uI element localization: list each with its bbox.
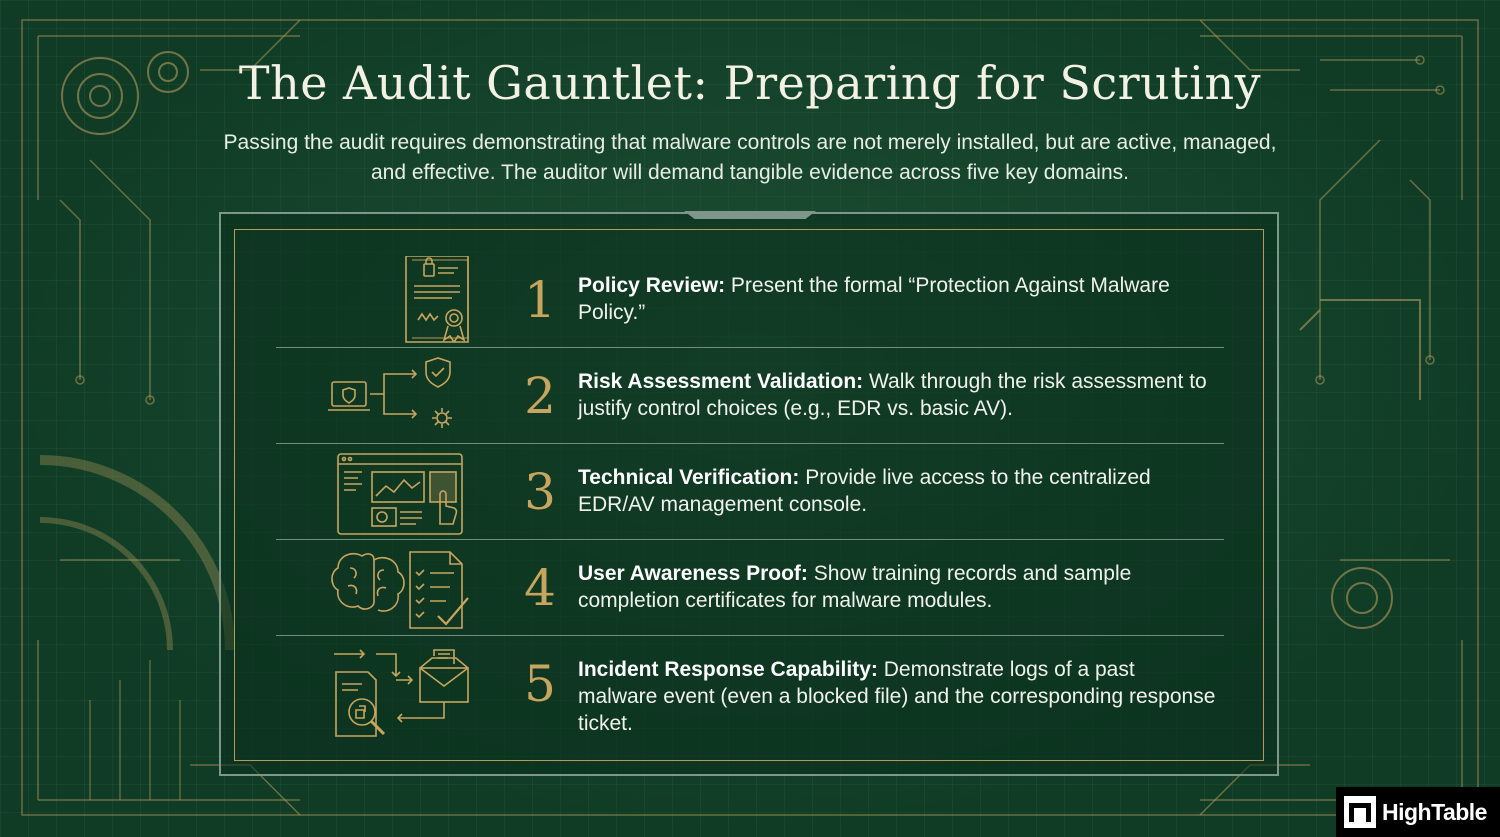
step-body: Provide live access to the centralized EDR/AV management console. — [578, 466, 1151, 516]
step-row-2 — [276, 348, 1224, 444]
page-title: The Audit Gauntlet: Preparing for Scrutiny — [238, 56, 1262, 110]
step-row-1 — [276, 252, 1224, 348]
step-heading: User Awareness Proof: — [578, 562, 808, 585]
step-text — [578, 560, 1218, 614]
log-search-mail-icon — [326, 640, 476, 740]
step-row-5 — [276, 636, 1224, 746]
step-text — [578, 272, 1218, 326]
dashboard-console-icon — [326, 448, 476, 536]
laptop-shield-network-icon — [326, 352, 476, 440]
step-body: Show training records and sample completion certificates for malware modules. — [578, 562, 1132, 612]
step-number: 3 — [524, 463, 556, 521]
step-body: Present the formal “Protection Against Malware Policy.” — [578, 274, 1170, 324]
step-number: 1 — [524, 271, 556, 329]
step-heading: Incident Response Capability: — [578, 658, 878, 681]
step-row-4 — [276, 540, 1224, 636]
hightable-logo-icon — [1344, 796, 1376, 828]
step-heading: Risk Assessment Validation: — [578, 370, 864, 393]
step-number: 2 — [524, 367, 556, 425]
step-text — [578, 368, 1218, 422]
brand-name: HighTable — [1382, 798, 1487, 825]
brand-badge — [1336, 787, 1500, 837]
step-heading: Technical Verification: — [578, 466, 800, 489]
step-body: Walk through the risk assessment to justify control choices (e.g., EDR vs. basic AV). — [578, 370, 1207, 420]
step-text — [578, 656, 1218, 737]
step-number: 4 — [524, 559, 556, 617]
policy-document-certificate-icon — [326, 256, 476, 344]
brain-checklist-icon — [326, 544, 476, 632]
step-row-3 — [276, 444, 1224, 540]
step-heading: Policy Review: — [578, 274, 726, 297]
step-text — [578, 464, 1218, 518]
panel-top-tab — [684, 211, 816, 219]
page-subtitle: Passing the audit requires demonstrating that malware controls are not merely installed, but are active, managed, and effective. The auditor will demand tangible evidence across five key domains. — [223, 131, 1277, 184]
step-number: 5 — [524, 655, 556, 713]
step-body: Demonstrate logs of a past malware event (even a blocked file) and the corresponding response ticket. — [578, 658, 1216, 735]
